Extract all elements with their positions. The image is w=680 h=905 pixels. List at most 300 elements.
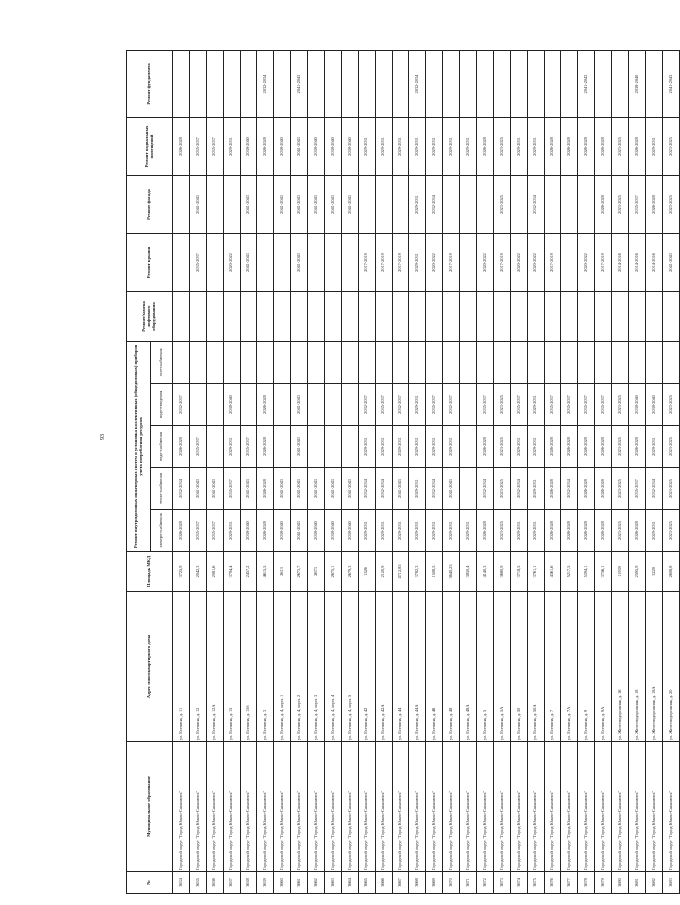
facade-cell: 2029-2031 [223, 118, 240, 176]
table-row [612, 51, 629, 894]
drain-cell: 2032-2037 [392, 384, 409, 426]
basement-cell: 2026-2028 [595, 176, 612, 234]
gas-cell [358, 342, 375, 384]
electro-cell: 2029-2031 [426, 510, 443, 552]
header-row-top [127, 51, 151, 894]
facade-cell: 2026-2028 [544, 118, 561, 176]
roof-cell [308, 234, 325, 292]
heat-cell [460, 468, 477, 510]
facade-cell: 2026-2028 [561, 118, 578, 176]
roof-cell [274, 234, 291, 292]
area-cell: 3228 [645, 552, 662, 592]
water-cell: 2029-2031 [409, 426, 426, 468]
elevator-cell [206, 292, 223, 342]
elevator-cell [645, 292, 662, 342]
area-cell: 4361,6 [544, 552, 561, 592]
roof-cell: 2020-2022 [477, 234, 494, 292]
municipality-cell: Городской округ "Город Южно-Сахалинск" [325, 742, 342, 872]
basement-cell [460, 176, 477, 234]
water-cell: 2026-2028 [595, 426, 612, 468]
roof-cell: 2017-2019 [544, 234, 561, 292]
facade-cell: 2026-2028 [477, 118, 494, 176]
drain-cell: 2029-2031 [527, 384, 544, 426]
foundation-cell: 2041-2043 [662, 51, 679, 118]
heat-cell: 2026-2028 [595, 468, 612, 510]
foundation-cell [426, 51, 443, 118]
basement-cell [375, 176, 392, 234]
elevator-cell [358, 292, 375, 342]
roof-cell: 2041-2043 [240, 234, 257, 292]
header-repair-group: Ремонт внутридомовых инженерных систем и установка коллективных (общедомовых) приборов учета потребления ресурсов [127, 342, 151, 552]
rotated-table-wrapper [126, 51, 673, 894]
address-cell: ул. Есенина, д. 3 [257, 592, 274, 742]
water-cell: 2029-2031 [645, 426, 662, 468]
area-cell: 2679,3 [341, 552, 358, 592]
facade-cell: 2026-2028 [578, 118, 595, 176]
address-cell: ул. Есенина, д. 12А [206, 592, 223, 742]
elevator-cell [477, 292, 494, 342]
facade-cell: 2026-2028 [629, 118, 646, 176]
roof-cell: 2017-2019 [375, 234, 392, 292]
municipality-cell: Городской округ "Город Южно-Сахалинск" [308, 742, 325, 872]
row-number: 3670 [443, 872, 460, 894]
foundation-cell [561, 51, 578, 118]
table-row [443, 51, 460, 894]
area-cell: 2081,6 [206, 552, 223, 592]
municipality-cell: Городской округ "Город Южно-Сахалинск" [409, 742, 426, 872]
elevator-cell [561, 292, 578, 342]
foundation-cell [544, 51, 561, 118]
gas-cell [510, 342, 527, 384]
foundation-cell: 2032-2034 [409, 51, 426, 118]
table-row [426, 51, 443, 894]
address-cell: ул. Есенина, д. 4, корп. 3 [308, 592, 325, 742]
heat-cell: 2035-2037 [223, 468, 240, 510]
municipality-cell: Городской округ "Город Южно-Сахалинск" [443, 742, 460, 872]
roof-cell: 2029-2031 [409, 234, 426, 292]
drain-cell: 2041-2043 [291, 384, 308, 426]
drain-cell: 2035-2037 [578, 384, 595, 426]
municipality-cell: Городской округ "Город Южно-Сахалинск" [375, 742, 392, 872]
roof-cell: 2017-2019 [595, 234, 612, 292]
drain-cell: 2032-2037 [443, 384, 460, 426]
heat-cell: 2032-2034 [477, 468, 494, 510]
basement-cell [544, 176, 561, 234]
drain-cell: 2032-2037 [173, 384, 190, 426]
row-number: 3676 [544, 872, 561, 894]
gas-cell [662, 342, 679, 384]
municipality-cell: Городской округ "Город Южно-Сахалинск" [645, 742, 662, 872]
foundation-cell [341, 51, 358, 118]
water-cell: 2026-2028 [477, 426, 494, 468]
area-cell: 2120,9 [375, 552, 392, 592]
table-row [240, 51, 257, 894]
electro-cell: 2029-2031 [375, 510, 392, 552]
row-number: 3668 [409, 872, 426, 894]
municipality-cell: Городской округ "Город Южно-Сахалинск" [460, 742, 477, 872]
elevator-cell [443, 292, 460, 342]
header-drain: водо-отведения [151, 384, 173, 426]
electro-cell: 2038-2040 [341, 510, 358, 552]
row-number: 3675 [527, 872, 544, 894]
heat-cell: 2026-2028 [544, 468, 561, 510]
header-area: Площадь МКД [127, 552, 173, 592]
gas-cell [443, 342, 460, 384]
row-number: 3639 [257, 872, 274, 894]
foundation-cell [240, 51, 257, 118]
row-number: 3671 [460, 872, 477, 894]
facade-cell: 2041-2043 [291, 118, 308, 176]
gas-cell [392, 342, 409, 384]
water-cell: 2026-2028 [629, 426, 646, 468]
facade-cell: 2026-2028 [173, 118, 190, 176]
address-cell: ул. Есенина, д. 42 [358, 592, 375, 742]
water-cell: 2023-2025 [662, 426, 679, 468]
municipality-cell: Городской округ "Город Южно-Сахалинск" [223, 742, 240, 872]
gas-cell [612, 342, 629, 384]
row-number: 3661 [291, 872, 308, 894]
row-number: 3665 [358, 872, 375, 894]
basement-cell: 2041-2043 [274, 176, 291, 234]
facade-cell: 2029-2031 [645, 118, 662, 176]
row-number: 3679 [595, 872, 612, 894]
heat-cell: 2029-2031 [409, 468, 426, 510]
drain-cell: 2026-2028 [257, 384, 274, 426]
table-row [527, 51, 544, 894]
table-row [662, 51, 679, 894]
facade-cell: 2029-2031 [375, 118, 392, 176]
table-row [308, 51, 325, 894]
row-number: 3636 [206, 872, 223, 894]
foundation-cell [189, 51, 206, 118]
address-cell: ул. Есенина, д. 15 [223, 592, 240, 742]
electro-cell: 2026-2028 [578, 510, 595, 552]
roof-cell: 2017-2019 [443, 234, 460, 292]
address-cell: ул. Есенина, д. 9А [595, 592, 612, 742]
area-cell: 2675,1 [325, 552, 342, 592]
basement-cell: 2035-2037 [629, 176, 646, 234]
basement-cell: 2023-2025 [612, 176, 629, 234]
area-cell: 3850,4 [460, 552, 477, 592]
municipality-cell: Городской округ "Город Южно-Сахалинск" [189, 742, 206, 872]
water-cell [274, 426, 291, 468]
gas-cell [240, 342, 257, 384]
header-water: водо-снабжения [151, 426, 173, 468]
water-cell: 2026-2028 [544, 426, 561, 468]
gas-cell [308, 342, 325, 384]
row-number: 3669 [426, 872, 443, 894]
page-number: 93 [100, 434, 106, 440]
heat-cell: 2032-2034 [645, 468, 662, 510]
address-cell: ул. Есенина, д. 42А [375, 592, 392, 742]
electro-cell: 2038-2040 [308, 510, 325, 552]
table-row [392, 51, 409, 894]
basement-cell: 2032-2034 [426, 176, 443, 234]
roof-cell [325, 234, 342, 292]
foundation-cell [358, 51, 375, 118]
gas-cell [257, 342, 274, 384]
row-number: 3681 [629, 872, 646, 894]
heat-cell: 2041-2043 [325, 468, 342, 510]
electro-cell: 2029-2031 [409, 510, 426, 552]
drain-cell: 2035-2037 [477, 384, 494, 426]
row-number: 3678 [578, 872, 595, 894]
facade-cell: 2026-2028 [257, 118, 274, 176]
address-cell: ул. Есенина, д. 4, корп. 1 [274, 592, 291, 742]
municipality-cell: Городской округ "Город Южно-Сахалинск" [527, 742, 544, 872]
row-number: 3682 [645, 872, 662, 894]
heat-cell: 2032-2034 [510, 468, 527, 510]
area-cell: 3725,9 [173, 552, 190, 592]
basement-cell: 2023-2025 [662, 176, 679, 234]
water-cell [460, 426, 477, 468]
table-row [325, 51, 342, 894]
roof-cell: 2014-2016 [629, 234, 646, 292]
gas-cell [173, 342, 190, 384]
basement-cell [392, 176, 409, 234]
water-cell: 2026-2028 [578, 426, 595, 468]
gas-cell [578, 342, 595, 384]
drain-cell [460, 384, 477, 426]
header-municipality: Муниципальное образование [127, 742, 173, 872]
drain-cell: 2029-2031 [409, 384, 426, 426]
municipality-cell: Городской округ "Город Южно-Сахалинск" [595, 742, 612, 872]
area-cell: 2613 [274, 552, 291, 592]
header-gas: газо-снабжения [151, 342, 173, 384]
facade-cell: 2035-2037 [206, 118, 223, 176]
water-cell: 2029-2031 [527, 426, 544, 468]
row-number: 3677 [561, 872, 578, 894]
heat-cell: 2041-2043 [189, 468, 206, 510]
municipality-cell: Городской округ "Город Южно-Сахалинск" [358, 742, 375, 872]
heat-cell: 2041-2043 [392, 468, 409, 510]
basement-cell [561, 176, 578, 234]
drain-cell [341, 384, 358, 426]
heat-cell: 2041-2043 [308, 468, 325, 510]
elevator-cell [189, 292, 206, 342]
water-cell: 2029-2031 [223, 426, 240, 468]
heat-cell: 2026-2028 [257, 468, 274, 510]
address-cell: ул. Есенина, д. 11 [173, 592, 190, 742]
basement-cell: 2041-2043 [240, 176, 257, 234]
electro-cell: 2023-2025 [612, 510, 629, 552]
basement-cell: 2041-2043 [325, 176, 342, 234]
water-cell: 2026-2028 [173, 426, 190, 468]
electro-cell: 2026-2028 [629, 510, 646, 552]
table-row [510, 51, 527, 894]
row-number: 3673 [493, 872, 510, 894]
roof-cell: 2017-2019 [392, 234, 409, 292]
address-cell: ул. Есенина, д. 4, корп. 2 [291, 592, 308, 742]
address-cell: ул. Есенина, д. 44 [392, 592, 409, 742]
table-row [595, 51, 612, 894]
facade-cell: 2029-2031 [409, 118, 426, 176]
gas-cell [409, 342, 426, 384]
electro-cell: 2029-2031 [510, 510, 527, 552]
foundation-cell [510, 51, 527, 118]
foundation-cell [595, 51, 612, 118]
elevator-cell [392, 292, 409, 342]
electro-cell: 2023-2025 [493, 510, 510, 552]
area-cell: 2673 [308, 552, 325, 592]
elevator-cell [291, 292, 308, 342]
drain-cell: 2023-2025 [612, 384, 629, 426]
area-cell: 5394,1 [578, 552, 595, 592]
foundation-cell [223, 51, 240, 118]
municipality-cell: Городской округ "Город Южно-Сахалинск" [392, 742, 409, 872]
heat-cell: 2041-2043 [206, 468, 223, 510]
water-cell: 2023-2025 [493, 426, 510, 468]
electro-cell: 2041-2043 [291, 510, 308, 552]
elevator-cell [544, 292, 561, 342]
heat-cell: 2032-2034 [561, 468, 578, 510]
drain-cell: 2023-2025 [662, 384, 679, 426]
foundation-cell [493, 51, 510, 118]
header-roof: Ремонт крыши [127, 234, 173, 292]
municipality-cell: Городской округ "Город Южно-Сахалинск" [477, 742, 494, 872]
roof-cell [257, 234, 274, 292]
gas-cell [426, 342, 443, 384]
area-cell: 11939 [612, 552, 629, 592]
table-row [477, 51, 494, 894]
drain-cell [325, 384, 342, 426]
address-cell: ул. Есенина, д. 5А [493, 592, 510, 742]
municipality-cell: Городской округ "Город Южно-Сахалинск" [561, 742, 578, 872]
address-cell: ул. Есенина, д. 5 [477, 592, 494, 742]
elevator-cell [578, 292, 595, 342]
facade-cell: 2023-2025 [493, 118, 510, 176]
drain-cell: 2035-2037 [426, 384, 443, 426]
water-cell [325, 426, 342, 468]
heat-cell: 2026-2028 [578, 468, 595, 510]
gas-cell [189, 342, 206, 384]
drain-cell [206, 384, 223, 426]
roof-cell: 2014-2016 [612, 234, 629, 292]
header-heat: тепло-снабжения [151, 468, 173, 510]
municipality-cell: Городской округ "Город Южно-Сахалинск" [274, 742, 291, 872]
heat-cell: 2041-2043 [240, 468, 257, 510]
facade-cell: 2038-2040 [341, 118, 358, 176]
address-cell: ул. Есенина, д. 50А [527, 592, 544, 742]
drain-cell: 2038-2040 [629, 384, 646, 426]
area-cell: 2595,9 [629, 552, 646, 592]
row-number: 3672 [477, 872, 494, 894]
area-cell: 3756,1 [595, 552, 612, 592]
row-number: 3638 [240, 872, 257, 894]
foundation-cell: 2041-2043 [578, 51, 595, 118]
electro-cell: 2026-2028 [257, 510, 274, 552]
facade-cell: 2029-2031 [460, 118, 477, 176]
roof-cell: 2035-2037 [189, 234, 206, 292]
electro-cell: 2038-2040 [325, 510, 342, 552]
area-cell: 3782,3 [409, 552, 426, 592]
municipality-cell: Городской округ "Город Южно-Сахалинск" [341, 742, 358, 872]
table-row [409, 51, 426, 894]
area-cell: 3718,5 [510, 552, 527, 592]
municipality-cell: Городской округ "Город Южно-Сахалинск" [240, 742, 257, 872]
elevator-cell [426, 292, 443, 342]
electro-cell: 2035-2037 [189, 510, 206, 552]
elevator-cell [612, 292, 629, 342]
basement-cell [173, 176, 190, 234]
address-cell: ул. Есенина, д. 7 [544, 592, 561, 742]
drain-cell: 2035-2037 [544, 384, 561, 426]
foundation-cell [206, 51, 223, 118]
address-cell: ул. Есенина, д. 50 [510, 592, 527, 742]
row-number: 3637 [223, 872, 240, 894]
electro-cell: 2026-2028 [173, 510, 190, 552]
elevator-cell [662, 292, 679, 342]
table-row [189, 51, 206, 894]
address-cell: ул. Есенина, д. 44А [409, 592, 426, 742]
facade-cell: 2038-2040 [308, 118, 325, 176]
basement-cell [257, 176, 274, 234]
municipality-cell: Городской округ "Город Южно-Сахалинск" [291, 742, 308, 872]
electro-cell: 2029-2031 [223, 510, 240, 552]
row-number: 3680 [612, 872, 629, 894]
elevator-cell [493, 292, 510, 342]
header-facade: Ремонт подвальных помещений [127, 118, 173, 176]
water-cell: 2035-2037 [240, 426, 257, 468]
roof-cell: 2017-2019 [358, 234, 375, 292]
heat-cell: 2023-2025 [493, 468, 510, 510]
basement-cell: 2041-2043 [308, 176, 325, 234]
header-foundation: Ремонт фундамента [127, 51, 173, 118]
basement-cell [443, 176, 460, 234]
address-cell: ул. Есенина, д. 46 [426, 592, 443, 742]
address-cell: ул. Есенина, д. 7А [561, 592, 578, 742]
table-row [578, 51, 595, 894]
drain-cell: 2038-2040 [223, 384, 240, 426]
electro-cell: 2026-2028 [544, 510, 561, 552]
elevator-cell [629, 292, 646, 342]
repair-schedule-table [126, 50, 680, 894]
roof-cell: 2020-2022 [527, 234, 544, 292]
electro-cell: 2038-2040 [240, 510, 257, 552]
municipality-cell: Городской округ "Город Южно-Сахалинск" [544, 742, 561, 872]
facade-cell: 2026-2028 [595, 118, 612, 176]
table-row [257, 51, 274, 894]
gas-cell [527, 342, 544, 384]
table-row [544, 51, 561, 894]
roof-cell: 2041-2043 [291, 234, 308, 292]
heat-cell: 2041-2043 [274, 468, 291, 510]
elevator-cell [257, 292, 274, 342]
table-row [274, 51, 291, 894]
electro-cell: 2029-2031 [392, 510, 409, 552]
table-row [291, 51, 308, 894]
gas-cell [645, 342, 662, 384]
gas-cell [561, 342, 578, 384]
basement-cell [206, 176, 223, 234]
water-cell: 2029-2031 [443, 426, 460, 468]
heat-cell: 2032-2034 [375, 468, 392, 510]
facade-cell: 2029-2031 [358, 118, 375, 176]
municipality-cell: Городской округ "Город Южно-Сахалинск" [612, 742, 629, 872]
municipality-cell: Городской округ "Город Южно-Сахалинск" [257, 742, 274, 872]
address-cell: ул. Есенина, д. 9 [578, 592, 595, 742]
header-num: № [127, 872, 173, 894]
roof-cell: 2017-2019 [493, 234, 510, 292]
elevator-cell [527, 292, 544, 342]
elevator-cell [274, 292, 291, 342]
foundation-cell [325, 51, 342, 118]
foundation-cell [527, 51, 544, 118]
roof-cell [460, 234, 477, 292]
elevator-cell [325, 292, 342, 342]
heat-cell: 2041-2043 [291, 468, 308, 510]
roof-cell: 2014-2016 [645, 234, 662, 292]
